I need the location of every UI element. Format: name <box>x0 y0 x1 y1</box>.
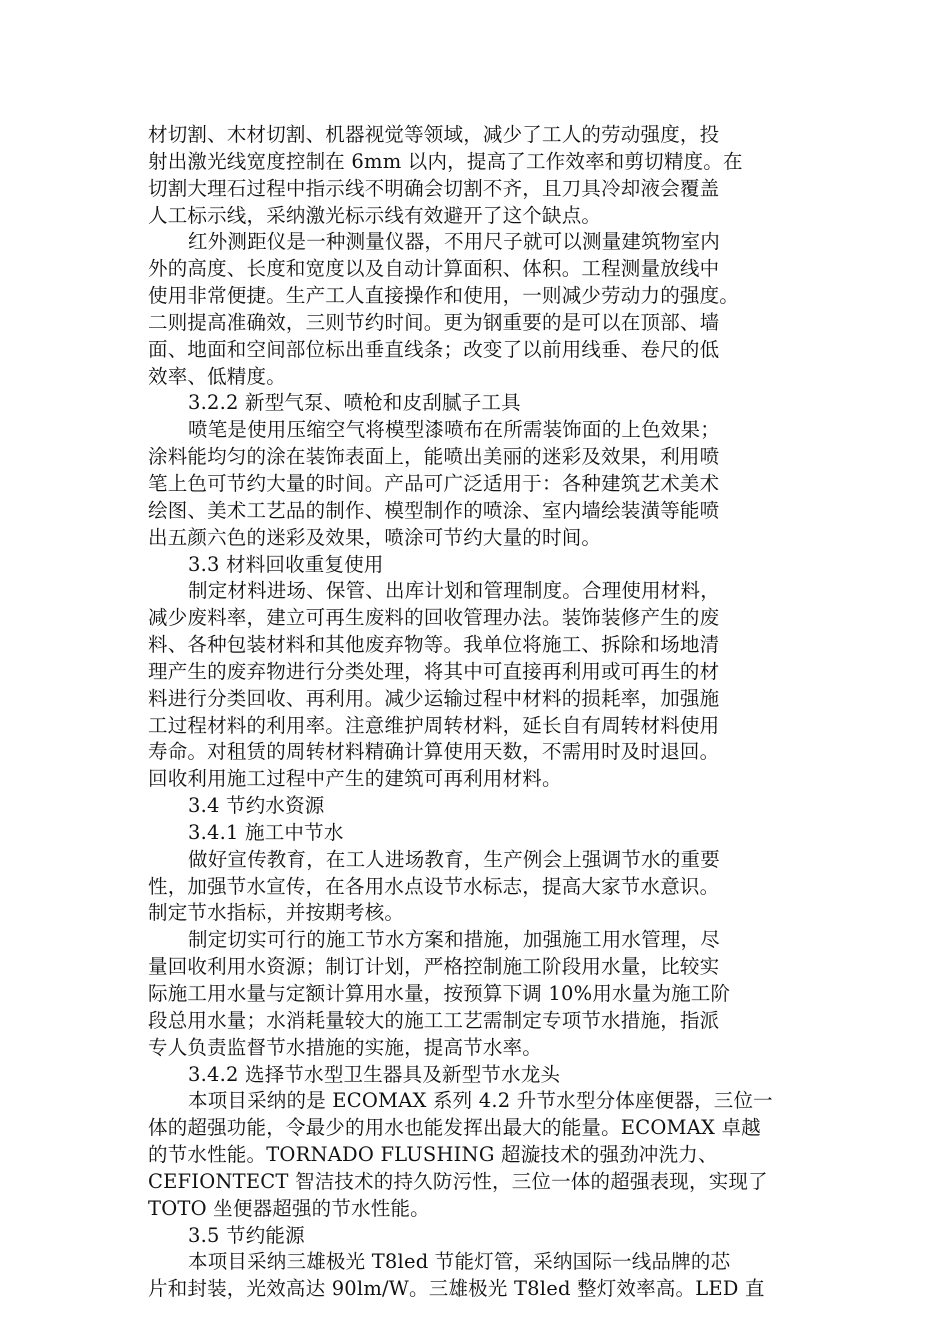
text-line: 制定节水指标，并按期考核。 <box>148 901 405 925</box>
text-line: 外的高度、长度和宽度以及自动计算面积、体积。工程测量放线中 <box>148 257 720 281</box>
document-body <box>148 122 812 1303</box>
text-line: 出五颜六色的迷彩及效果，喷涂可节约大量的时间。 <box>148 525 602 549</box>
text-line: 减少废料率，建立可再生废料的回收管理办法。装饰装修产生的废 <box>148 606 720 630</box>
text-line: 人工标示线，采纳激光标示线有效避开了这个缺点。 <box>148 203 602 227</box>
text-line: CEFIONTECT 智洁技术的持久防污性，三位一体的超强表现，实现了 <box>148 1169 768 1193</box>
text-line: 3.3 材料回收重复使用 <box>188 552 384 576</box>
text-line: 绘图、美术工艺品的制作、模型制作的喷涂、室内墙绘装潢等能喷 <box>148 498 720 522</box>
text-line: 量回收利用水资源；制订计划，严格控制施工阶段用水量，比较实 <box>148 955 720 979</box>
text-line: 笔上色可节约大量的时间。产品可广泛适用于：各种建筑艺术美术 <box>148 471 720 495</box>
text-line: 理产生的废弃物进行分类处理，将其中可直接再利用或可再生的材 <box>148 659 720 683</box>
text-line: 3.2.2 新型气泵、喷枪和皮刮腻子工具 <box>188 391 521 415</box>
text-line: 性，加强节水宣传，在各用水点设节水标志，提高大家节水意识。 <box>148 874 720 898</box>
text-line: 料、各种包装材料和其他废弃物等。我单位将施工、拆除和场地清 <box>148 633 720 657</box>
text-line: 切割大理石过程中指示线不明确会切割不齐，且刀具冷却液会覆盖 <box>148 176 720 200</box>
text-line: 效率、低精度。 <box>148 364 286 388</box>
text-line: 3.5 节约能源 <box>188 1223 305 1247</box>
text-line: 专人负责监督节水措施的实施，提高节水率。 <box>148 1035 543 1059</box>
text-line: 面、地面和空间部位标出垂直线条；改变了以前用线垂、卷尺的低 <box>148 337 720 361</box>
text-line: 做好宣传教育，在工人进场教育，生产例会上强调节水的重要 <box>188 847 720 871</box>
text-line: 射出激光线宽度控制在 6mm 以内，提高了工作效率和剪切精度。在 <box>148 149 743 173</box>
text-line: 制定材料进场、保管、出库计划和管理制度。合理使用材料， <box>188 579 720 603</box>
text-line: 工过程材料的利用率。注意维护周转材料，延长自有周转材料使用 <box>148 713 720 737</box>
text-line: 料进行分类回收、再利用。减少运输过程中材料的损耗率，加强施 <box>148 686 720 710</box>
text-line: 二则提高准确效，三则节约时间。更为钢重要的是可以在顶部、墙 <box>148 310 720 334</box>
text-line: 寿命。对租赁的周转材料精确计算使用天数，不需用时及时退回。 <box>148 740 720 764</box>
text-line: 3.4 节约水资源 <box>188 794 325 818</box>
text-line: 涂料能均匀的涂在装饰表面上，能喷出美丽的迷彩及效果，利用喷 <box>148 445 720 469</box>
text-line: 的节水性能。TORNADO FLUSHING 超漩技术的强劲冲洗力、 <box>148 1143 718 1167</box>
text-line: 片和封装，光效高达 90lm/W。三雄极光 T8led 整灯效率高。LED 直 <box>148 1277 765 1301</box>
text-line: 材切割、木材切割、机器视觉等领域，减少了工人的劳动强度，投 <box>148 123 720 146</box>
text-line: 本项目采纳的是 ECOMAX 系列 4.2 升节水型分体座便器，三位一 <box>188 1089 773 1113</box>
text-line: 3.4.1 施工中节水 <box>188 820 344 844</box>
text-line: 本项目采纳三雄极光 T8led 节能灯管，采纳国际一线品牌的芯 <box>188 1250 731 1274</box>
text-line: 段总用水量；水消耗量较大的施工工艺需制定专项节水措施，指派 <box>148 1008 720 1032</box>
text-line: 3.4.2 选择节水型卫生器具及新型节水龙头 <box>188 1062 561 1086</box>
text-line: 体的超强功能，令最少的用水也能发挥出最大的能量。ECOMAX 卓越 <box>148 1116 761 1140</box>
text-line: 回收利用施工过程中产生的建筑可再利用材料。 <box>148 767 562 791</box>
text-line: 使用非常便捷。生产工人直接操作和使用，一则减少劳动力的强度。 <box>148 284 740 308</box>
text-line: 制定切实可行的施工节水方案和措施，加强施工用水管理，尽 <box>188 928 720 952</box>
text-line: 喷笔是使用压缩空气将模型漆喷布在所需装饰面的上色效果； <box>188 418 720 442</box>
text-line: 红外测距仪是一种测量仪器，不用尺子就可以测量建筑物室内 <box>188 230 720 254</box>
text-line: TOTO 坐便器超强的节水性能。 <box>148 1196 430 1220</box>
text-line: 际施工用水量与定额计算用水量，按预算下调 10%用水量为施工阶 <box>148 982 731 1005</box>
